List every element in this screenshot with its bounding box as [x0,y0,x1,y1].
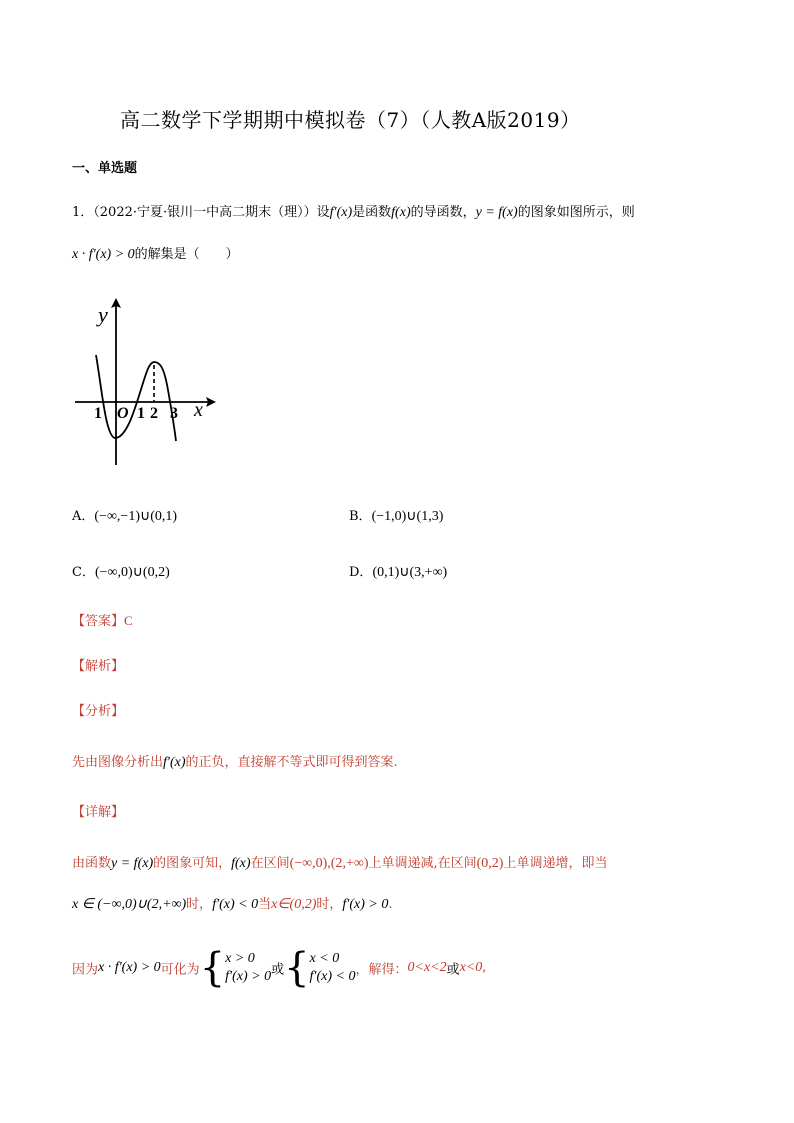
system-2 [310,950,356,986]
left-brace-icon: { [284,945,310,991]
question-text: 是函数 [352,205,392,220]
left-brace-icon: { [199,945,226,991]
y-axis-label: y [98,302,108,327]
detail-line-3 [72,945,486,991]
detail-text: 因为 [72,962,99,978]
option-a[interactable] [72,505,177,525]
detail-text: . [388,897,393,912]
fenxi-text-a: 先由图像分析出 [72,755,164,770]
question-text: 的导函数， [410,205,476,220]
math-fprime-neg: f′(x) < 0 [212,897,259,912]
math-x-set: x ∈ (−∞,0)∪(2,+∞) [72,897,187,912]
detail-text: 时， [186,897,213,912]
system-2-bottom: f′(x) < 0 [309,969,356,984]
math-f: f(x) [391,205,411,220]
option-b[interactable] [349,505,443,525]
math-x-set: x∈(0,2) [271,897,317,912]
math-y-eq: y = f(x) [475,205,518,220]
detail-line-2 [72,893,392,913]
detail-text: ，解得： [355,962,408,978]
math-inequality: x · f′(x) > 0 [98,960,161,975]
option-key: D． [349,565,373,580]
detail-label: 【详解】 [72,805,125,820]
question-line-2 [72,243,239,263]
question-source: （2022·宁夏·银川一中高二期末（理）） [93,205,317,220]
answer-label: 【答案】 [72,614,125,629]
detail-text: 由函数 [72,856,112,871]
math-f: f(x) [231,856,251,871]
curve [96,355,176,441]
math-solution: x<0, [459,960,486,975]
option-key: C． [72,565,95,580]
system-1-bottom: f′(x) > 0 [225,969,272,984]
fenxi-text [72,751,398,771]
system-1 [225,950,271,986]
question-line-1 [72,201,635,221]
option-value: (−∞,0)∪(0,2) [94,565,170,580]
detail-text: 或 [446,962,460,978]
origin-label: O [117,405,129,422]
detail-line-1 [72,852,607,872]
tick-label-2: 2 [150,405,158,422]
option-value: (0,1)∪(3,+∞) [372,565,448,580]
question-text: 的图象如图所示，则 [517,205,635,220]
math-inequality: x · f′(x) > 0 [72,247,135,262]
page-title: 高二数学下学期期中模拟卷（7）（人教A版2019） [120,108,581,132]
tick-label-1: 1 [137,405,145,422]
question-number: 1． [72,205,94,220]
question-text: 设 [316,205,330,220]
math-solution: 0<x<2 [407,960,447,975]
x-axis-label: x [194,399,203,421]
answer-line [72,610,133,629]
option-value: (−1,0)∪(1,3) [371,509,444,524]
option-key: A． [72,509,95,524]
math-interval: (0,2) [476,856,504,871]
fenxi-text-b: 的正负，直接解不等式即可得到答案. [185,755,398,770]
function-graph [70,295,222,470]
analysis-label: 【解析】 [72,659,125,674]
option-c[interactable] [72,561,170,581]
detail-text: 当 [258,897,272,912]
detail-text: 在区间 [250,856,290,871]
tick-label-3: 3 [170,405,178,422]
detail-text: 上单调递减,在区间 [368,856,477,871]
option-key: B． [349,509,372,524]
option-d[interactable] [349,561,447,581]
math-y-eq: y = f(x) [111,856,154,871]
detail-text: 可化为 [160,962,200,978]
system-1-top: x > 0 [225,951,255,966]
detail-text: 或 [271,962,285,978]
detail-text: 的图象可知， [153,856,232,871]
system-2-top: x < 0 [309,951,340,966]
math-interval: (−∞,0),(2,+∞) [289,856,369,871]
math-fprime: f′(x) [163,755,186,770]
fenxi-label: 【分析】 [72,704,125,719]
math-fprime: f′(x) [329,205,353,220]
detail-text: 上单调递增，即当 [503,856,608,871]
section-heading: 一、单选题 [72,161,138,176]
detail-text: 时， [316,897,343,912]
option-value: (−∞,−1)∪(0,1) [94,509,178,524]
math-fprime-pos: f′(x) > 0 [342,897,389,912]
tick-label-neg1: 1 [94,405,102,422]
answer-value: C [124,613,133,628]
question-text: 的解集是（ ） [134,247,239,262]
